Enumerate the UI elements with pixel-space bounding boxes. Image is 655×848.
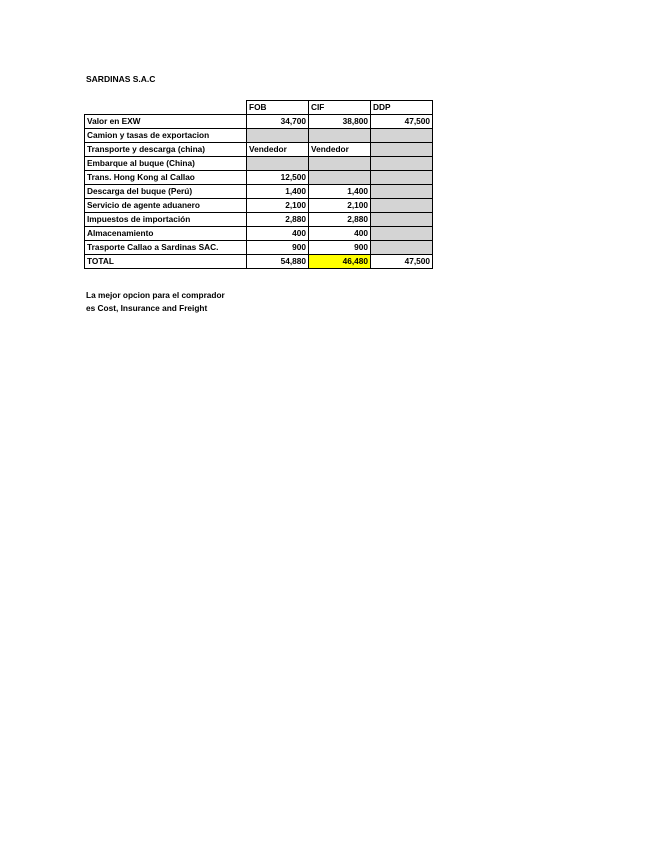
table-row [85,129,433,143]
cif-cell: 900 [309,241,371,255]
cif-cell: 400 [309,227,371,241]
row-label: Servicio de agente aduanero [85,199,247,213]
total-row [85,255,433,269]
fob-cell: Vendedor [247,143,309,157]
ddp-cell [371,227,433,241]
ddp-cell [371,199,433,213]
table-row [85,115,433,129]
total-ddp-cell: 47,500 [371,255,433,269]
row-label: Camion y tasas de exportacion [85,129,247,143]
total-label: TOTAL [85,255,247,269]
fob-cell: 1,400 [247,185,309,199]
cif-cell [309,129,371,143]
cif-cell: 2,100 [309,199,371,213]
cif-cell: 38,800 [309,115,371,129]
total-cif-cell: 46,480 [309,255,371,269]
ddp-cell [371,171,433,185]
ddp-cell [371,213,433,227]
row-label: Descarga del buque (Perú) [85,185,247,199]
cif-cell: Vendedor [309,143,371,157]
header-ddp: DDP [371,101,433,115]
cif-cell: 2,880 [309,213,371,227]
cost-comparison-table [84,100,433,269]
ddp-cell [371,185,433,199]
table-row [85,227,433,241]
total-fob-cell: 54,880 [247,255,309,269]
row-label: Trasporte Callao a Sardinas SAC. [85,241,247,255]
ddp-cell [371,129,433,143]
fob-cell: 2,880 [247,213,309,227]
fob-cell: 900 [247,241,309,255]
ddp-cell [371,143,433,157]
conclusion-note [86,289,225,315]
row-label: Transporte y descarga (china) [85,143,247,157]
ddp-cell [371,157,433,171]
fob-cell: 2,100 [247,199,309,213]
row-label: Almacenamiento [85,227,247,241]
table-row [85,185,433,199]
table-row [85,157,433,171]
ddp-cell: 47,500 [371,115,433,129]
header-row [85,101,433,115]
table-row [85,213,433,227]
fob-cell: 12,500 [247,171,309,185]
row-label: Trans. Hong Kong al Callao [85,171,247,185]
table-row [85,241,433,255]
header-fob: FOB [247,101,309,115]
cif-cell [309,157,371,171]
row-label: Valor en EXW [85,115,247,129]
table-row [85,171,433,185]
document-title: SARDINAS S.A.C [86,74,156,84]
table-row [85,143,433,157]
header-blank-cell [85,101,247,115]
note-line-2: es Cost, Insurance and Freight [86,303,208,313]
fob-cell: 400 [247,227,309,241]
cif-cell [309,171,371,185]
note-line-1: La mejor opcion para el comprador [86,290,225,300]
fob-cell [247,129,309,143]
cif-cell: 1,400 [309,185,371,199]
header-cif: CIF [309,101,371,115]
row-label: Impuestos de importación [85,213,247,227]
fob-cell: 34,700 [247,115,309,129]
fob-cell [247,157,309,171]
row-label: Embarque al buque (China) [85,157,247,171]
table-row [85,199,433,213]
ddp-cell [371,241,433,255]
